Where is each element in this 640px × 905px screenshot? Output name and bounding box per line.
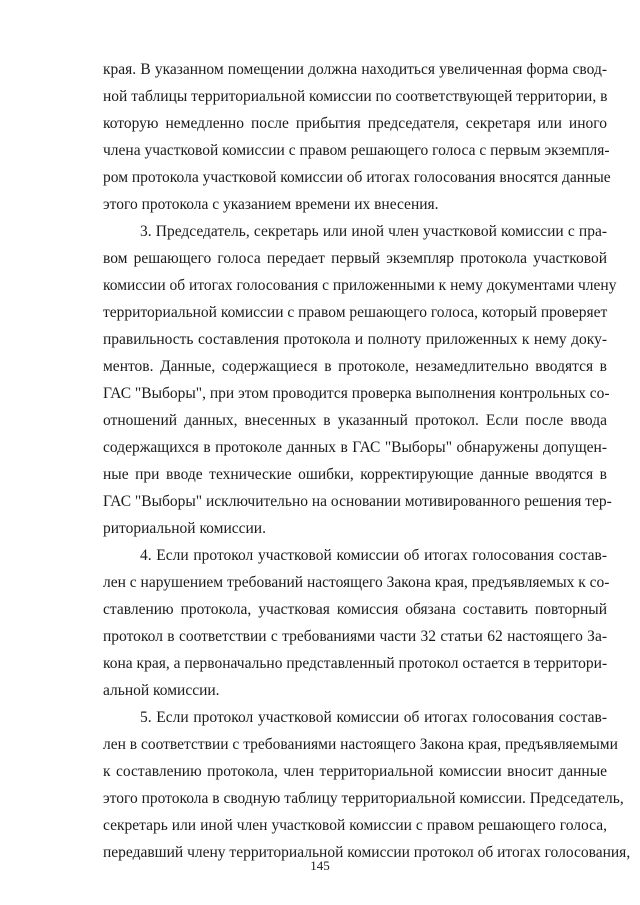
paragraph-2-line-1: 3. Председатель, секретарь или иной член участковой комиссии с пра- [140, 223, 607, 240]
paragraph-1-line-3: которую немедленно после прибытия председателя, секретаря или иного [103, 115, 607, 132]
paragraph-2-line-3: комиссии об итогах голосования с приложенными к нему документами члену [103, 277, 617, 294]
paragraph-3-line-3: ставлению протокола, участковая комиссия обязана составить повторный [103, 601, 607, 618]
paragraph-3-line-5: кона края, а первоначально представленный протокол остается в территори- [103, 655, 608, 672]
paragraph-4-line-2: лен в соответствии с требованиями настоящего Закона края, предъявляемыми [103, 736, 618, 753]
page-number: 145 [310, 858, 330, 873]
paragraph-2-line-2: вом решающего голоса передает первый экземпляр протокола участковой [103, 250, 607, 267]
paragraph-2-line-12: риториальной комиссии. [103, 520, 266, 537]
paragraph-4-line-4: этого протокола в сводную таблицу территориальной комиссии. Председатель, [103, 790, 624, 807]
paragraph-3-line-1: 4. Если протокол участковой комиссии об итогах голосования состав- [140, 547, 607, 564]
paragraph-2-line-7: ГАС "Выборы", при этом проводится проверка выполнения контрольных со- [103, 385, 610, 402]
paragraph-2-line-4: территориальной комиссии с правом решающего голоса, который проверяет [103, 304, 608, 321]
paragraph-1-line-5: ром протокола участковой комиссии об итогах голосования вносятся данные [103, 169, 611, 186]
paragraph-4-line-5: секретарь или иной член участковой комиссии с правом решающего голоса, [103, 817, 607, 834]
paragraph-2-line-10: ные при вводе технические ошибки, корректирующие данные вводятся в [103, 466, 607, 483]
paragraph-1-line-4: члена участковой комиссии с правом решающего голоса с первым экземпля- [103, 142, 610, 159]
paragraph-2-line-8: отношений данных, внесенных в указанный протокол. Если после ввода [103, 412, 607, 429]
paragraph-4-line-1: 5. Если протокол участковой комиссии об итогах голосования состав- [140, 709, 607, 726]
paragraph-3-line-4: протокол в соответствии с требованиями части 32 статьи 62 настоящего За- [103, 628, 607, 645]
paragraph-4-line-6: передавший члену территориальной комиссии протокол об итогах голосования, [103, 844, 631, 861]
paragraph-1-line-6: этого протокола с указанием времени их внесения. [103, 196, 439, 213]
paragraph-1-line-1: края. В указанном помещении должна находиться увеличенная форма свод- [103, 61, 607, 78]
paragraph-2-line-6: ментов. Данные, содержащиеся в протоколе, незамедлительно вводятся в [103, 358, 607, 375]
paragraph-3-line-6: альной комиссии. [103, 682, 220, 699]
paragraph-4-line-3: к составлению протокола, член территориальной комиссии вносит данные [103, 763, 607, 780]
paragraph-1-line-2: ной таблицы территориальной комиссии по соответствующей территории, в [103, 88, 608, 105]
paragraph-2-line-9: содержащихся в протоколе данных в ГАС "Выборы" обнаружены допущен- [103, 439, 607, 456]
paragraph-2-line-11: ГАС "Выборы" исключительно на основании мотивированного решения тер- [103, 493, 612, 510]
paragraph-2-line-5: правильность составления протокола и полноту приложенных к нему доку- [103, 331, 607, 348]
paragraph-3-line-2: лен с нарушением требований настоящего Закона края, предъявляемых к со- [103, 574, 610, 591]
